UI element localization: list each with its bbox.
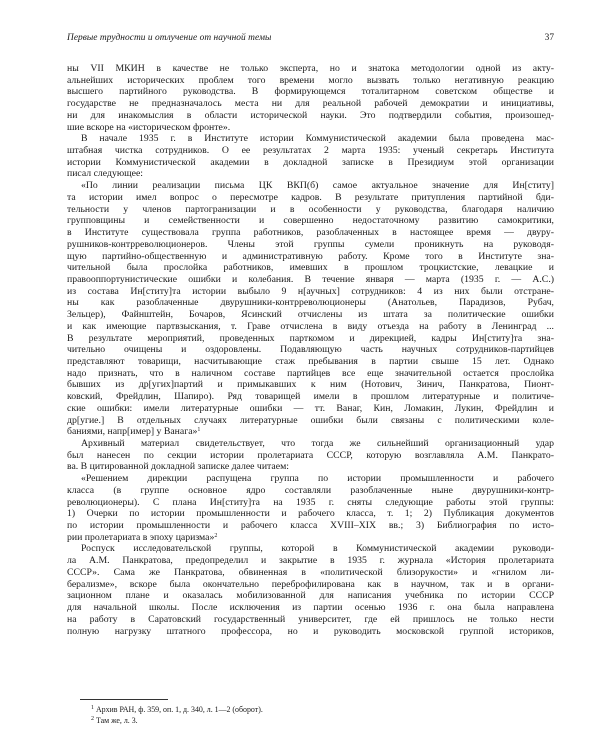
text-line-content: групповщины и семейственности и совершенно недостаточному развитию самокритики, bbox=[67, 215, 554, 227]
footnote-ref: 2 bbox=[214, 532, 218, 539]
footnote bbox=[91, 715, 263, 726]
text-line bbox=[67, 215, 554, 227]
text-line-content: берализме», вскоре была окончательно переброфилирована как в научном, так и в органи- bbox=[67, 578, 554, 590]
text-line-content: СССР». Сама же Панкратова, обвиненная в «политической близорукости» и «гнилом ли- bbox=[67, 566, 554, 578]
footnote-number: 2 bbox=[91, 716, 94, 723]
text-line-content: 1) Очерки по истории промышленности и рабочего класса, т. 1; 2) Публикация документов bbox=[67, 508, 554, 520]
footnote-text: Архив РАН, ф. 359, оп. 1, д. 340, л. 1—2 (оборот). bbox=[94, 705, 263, 714]
page-number: 37 bbox=[544, 33, 554, 43]
text-line-content: правооппортунистические ошибки и колебания. В течение января — марта (1935 г. — А.С.) bbox=[67, 273, 554, 285]
text-line bbox=[67, 297, 554, 309]
text-line bbox=[67, 262, 554, 274]
text-line bbox=[67, 321, 554, 333]
footnotes bbox=[91, 704, 263, 727]
text-line bbox=[67, 145, 554, 157]
text-line-content: рии пролетариата в эпоху царизма» bbox=[67, 531, 215, 543]
text-line-content: государстве не предназначалось места ни для реальной рабочей демократии и инициативы, bbox=[67, 98, 554, 110]
text-line bbox=[67, 379, 554, 391]
text-line bbox=[67, 520, 554, 532]
text-line-content: Зельцер), Файнштейн, Бочаров, Ясинский отчислены из штата за политические ошибки bbox=[67, 309, 554, 321]
text-line bbox=[67, 368, 554, 380]
text-line bbox=[67, 426, 554, 438]
text-line-content: высшего партийного руководства. В формирующемся тоталитарном советском обществе и bbox=[67, 86, 554, 98]
text-line-content: ла А.М. Панкратова, предопределил и закрытие в 1935 г. журнала «История пролетариата bbox=[67, 555, 554, 567]
text-line bbox=[67, 180, 554, 192]
text-line bbox=[67, 602, 554, 614]
text-line bbox=[67, 590, 554, 602]
text-line-content: истории Коммунистической академии в докладной записке в Президиум этой организации bbox=[67, 156, 554, 168]
text-line bbox=[67, 344, 554, 356]
text-line-content: др[угие.] В отдельных случаях литературные ошибки были связаны с политическими коле- bbox=[67, 414, 554, 426]
text-line-content: Архивный материал свидетельствует, что тогда же сильнейший организационный удар bbox=[81, 438, 554, 449]
text-line bbox=[67, 239, 554, 251]
text-line-content: та истории имел вопрос о пересмотре кадров. В результате притупления партийной бди- bbox=[67, 191, 554, 203]
text-line-content: зационном плане и оказалась мобилизованной для написания учебника по истории СССР bbox=[67, 590, 554, 602]
footnote bbox=[91, 704, 263, 715]
text-line-content: «По линии реализации письма ЦК ВКП(б) самое актуальное значение для Ин[ститу] bbox=[81, 180, 554, 192]
text-line-content: чительной была прослойка работников, имевших в прошлом троцкистские, левацкие и bbox=[67, 262, 554, 274]
body-text bbox=[67, 63, 554, 637]
text-line-content: ны VII МКИН в качестве не только эксперта, но и знатока методологии одной из акту- bbox=[67, 63, 554, 74]
text-line-content: был нанесен по секции истории пролетариата СССР, которую возглавляла А.М. Панкрато- bbox=[67, 449, 554, 461]
text-line bbox=[67, 333, 554, 345]
text-line bbox=[67, 356, 554, 368]
text-line bbox=[67, 309, 554, 321]
text-line bbox=[67, 403, 554, 415]
text-line bbox=[67, 626, 554, 638]
text-line-content: Роспуск исследовательской группы, которой в Коммунистической академии руководи- bbox=[81, 543, 554, 555]
text-line bbox=[67, 192, 554, 204]
text-line-content: бывших из др[угих]партий и примыкавших к ним (Нотович, Зинич, Панкратова, Пионт- bbox=[67, 379, 554, 391]
text-line bbox=[67, 122, 554, 134]
text-line-content: ковский, Фрейдлин, Шапиро). Ряд товарищей имели в прошлом литературные и политиче- bbox=[67, 391, 554, 403]
text-line-content: из состава Ин[ститу]та истории выбыло 9 н[аучных] сотрудников: 4 из них были отстране- bbox=[67, 285, 554, 297]
text-line bbox=[67, 567, 554, 579]
text-line bbox=[67, 497, 554, 509]
text-line bbox=[67, 473, 554, 485]
text-line-content: и как имеющие партвзыскания, т. Граве отчислена в виду отъезда на работу в Ленинград ... bbox=[67, 320, 554, 332]
text-line bbox=[67, 110, 554, 122]
text-line-content: класса (в группе основное ядро составляли разоблаченные ныне двурушники-контр- bbox=[67, 484, 554, 496]
text-line bbox=[67, 450, 554, 462]
text-line-content: баниями, напр[имер] у Ванага» bbox=[67, 426, 198, 438]
text-line-content: чительно очищены и оздоровлены. Подавляющую часть научных сотрудников-партийцев bbox=[67, 344, 554, 356]
text-line bbox=[67, 485, 554, 497]
text-line bbox=[67, 543, 554, 555]
running-header bbox=[67, 33, 554, 49]
text-line bbox=[67, 274, 554, 286]
text-line bbox=[67, 508, 554, 520]
text-line-content: В результате мероприятий, проведенных парткомом и дирекцией, кадры Ин[ститу]та зна- bbox=[67, 332, 554, 344]
text-line bbox=[67, 461, 554, 473]
text-line-content: представляют товарищи, насчитывающие стаж пребывания в партии свыше 15 лет. Однако bbox=[67, 355, 554, 367]
text-line bbox=[67, 86, 554, 98]
text-line-content: полную нагрузку штатного профессора, но и руководить московской группой историков, bbox=[67, 625, 554, 637]
text-line-content: ва. В цитированной докладной записке далее читаем: bbox=[67, 461, 289, 473]
running-title: Первые трудности и отлучение от научной темы bbox=[67, 33, 272, 43]
text-line-content: штабная чистка сотрудников. О ее результатах 2 марта 1935: ученый секретарь Института bbox=[67, 145, 554, 157]
footnote-number: 1 bbox=[91, 705, 94, 711]
text-line bbox=[67, 98, 554, 110]
text-line-content: ские ошибки: имели литературные ошибки — тт. Ванаг, Кин, Ломакин, Лукин, Фрейдлин и bbox=[67, 402, 554, 414]
text-line-content: писал следующее: bbox=[67, 168, 143, 180]
text-line-content: тельности у членов партогранизации и в особенности у руководства, благодаря наличию bbox=[67, 203, 554, 215]
text-line bbox=[67, 63, 554, 75]
text-line bbox=[67, 579, 554, 591]
text-line bbox=[67, 391, 554, 403]
footnote-text: Там же, л. 3. bbox=[94, 716, 138, 726]
text-line-content: шие вскоре на «историческом фронте». bbox=[67, 121, 231, 133]
text-line bbox=[67, 555, 554, 567]
text-line bbox=[67, 251, 554, 263]
text-line bbox=[67, 415, 554, 427]
text-line bbox=[67, 532, 554, 544]
text-line-content: в Институте существовала группа работников, разоблаченных в настоящее время — двуру- bbox=[67, 227, 554, 239]
text-line bbox=[67, 75, 554, 87]
text-line-content: по истории промышленности и рабочего класса XVIII–XIX вв.; 3) Библиография по исто- bbox=[67, 520, 554, 532]
footnote-separator bbox=[80, 699, 168, 700]
text-line bbox=[67, 614, 554, 626]
text-line-content: революционеры). С плана Ин[ститу]та на 1935 г. сняты следующие работы этой группы: bbox=[67, 496, 554, 508]
text-line bbox=[67, 168, 554, 180]
text-line-content: надо признать, что в наличном составе партийцев все еще значительной остается прослойка bbox=[67, 367, 554, 379]
text-line bbox=[67, 204, 554, 216]
text-line bbox=[67, 133, 554, 145]
text-line-content: «Решением дирекции распущена группа по истории промышленности и рабочего bbox=[81, 473, 554, 485]
text-line-content: ни для инакомыслия в области исторической науки. Это подтвердили события, произошед- bbox=[67, 109, 554, 121]
footnote-ref: 1 bbox=[197, 427, 201, 434]
text-line-content: щую партийно-общественную и административную работу. Кроме того в Институте зна- bbox=[67, 250, 554, 262]
text-line-content: альнейших исторических проблем того времени могло вызвать только негативную реакцию bbox=[67, 74, 554, 86]
text-line bbox=[67, 227, 554, 239]
text-line bbox=[67, 286, 554, 298]
text-line-content: рушников-контрреволюционеров. Члены этой группы сумели проникнуть на руководя- bbox=[67, 238, 554, 250]
text-line-content: ны как разоблаченные двурушники-контрреволюционеры (Анатольев, Парадизов, Рубач, bbox=[67, 297, 554, 309]
text-line-content: В начале 1935 г. в Институте истории Коммунистической академии была проведена мас- bbox=[81, 133, 554, 145]
text-line-content: для начальной школы. После исключения из партии осенью 1936 г. она была направлена bbox=[67, 602, 554, 614]
text-line bbox=[67, 157, 554, 169]
text-line-content: на работу в Саратовский государственный университет, где ей пришлось не только нести bbox=[67, 613, 554, 625]
text-line bbox=[67, 438, 554, 450]
